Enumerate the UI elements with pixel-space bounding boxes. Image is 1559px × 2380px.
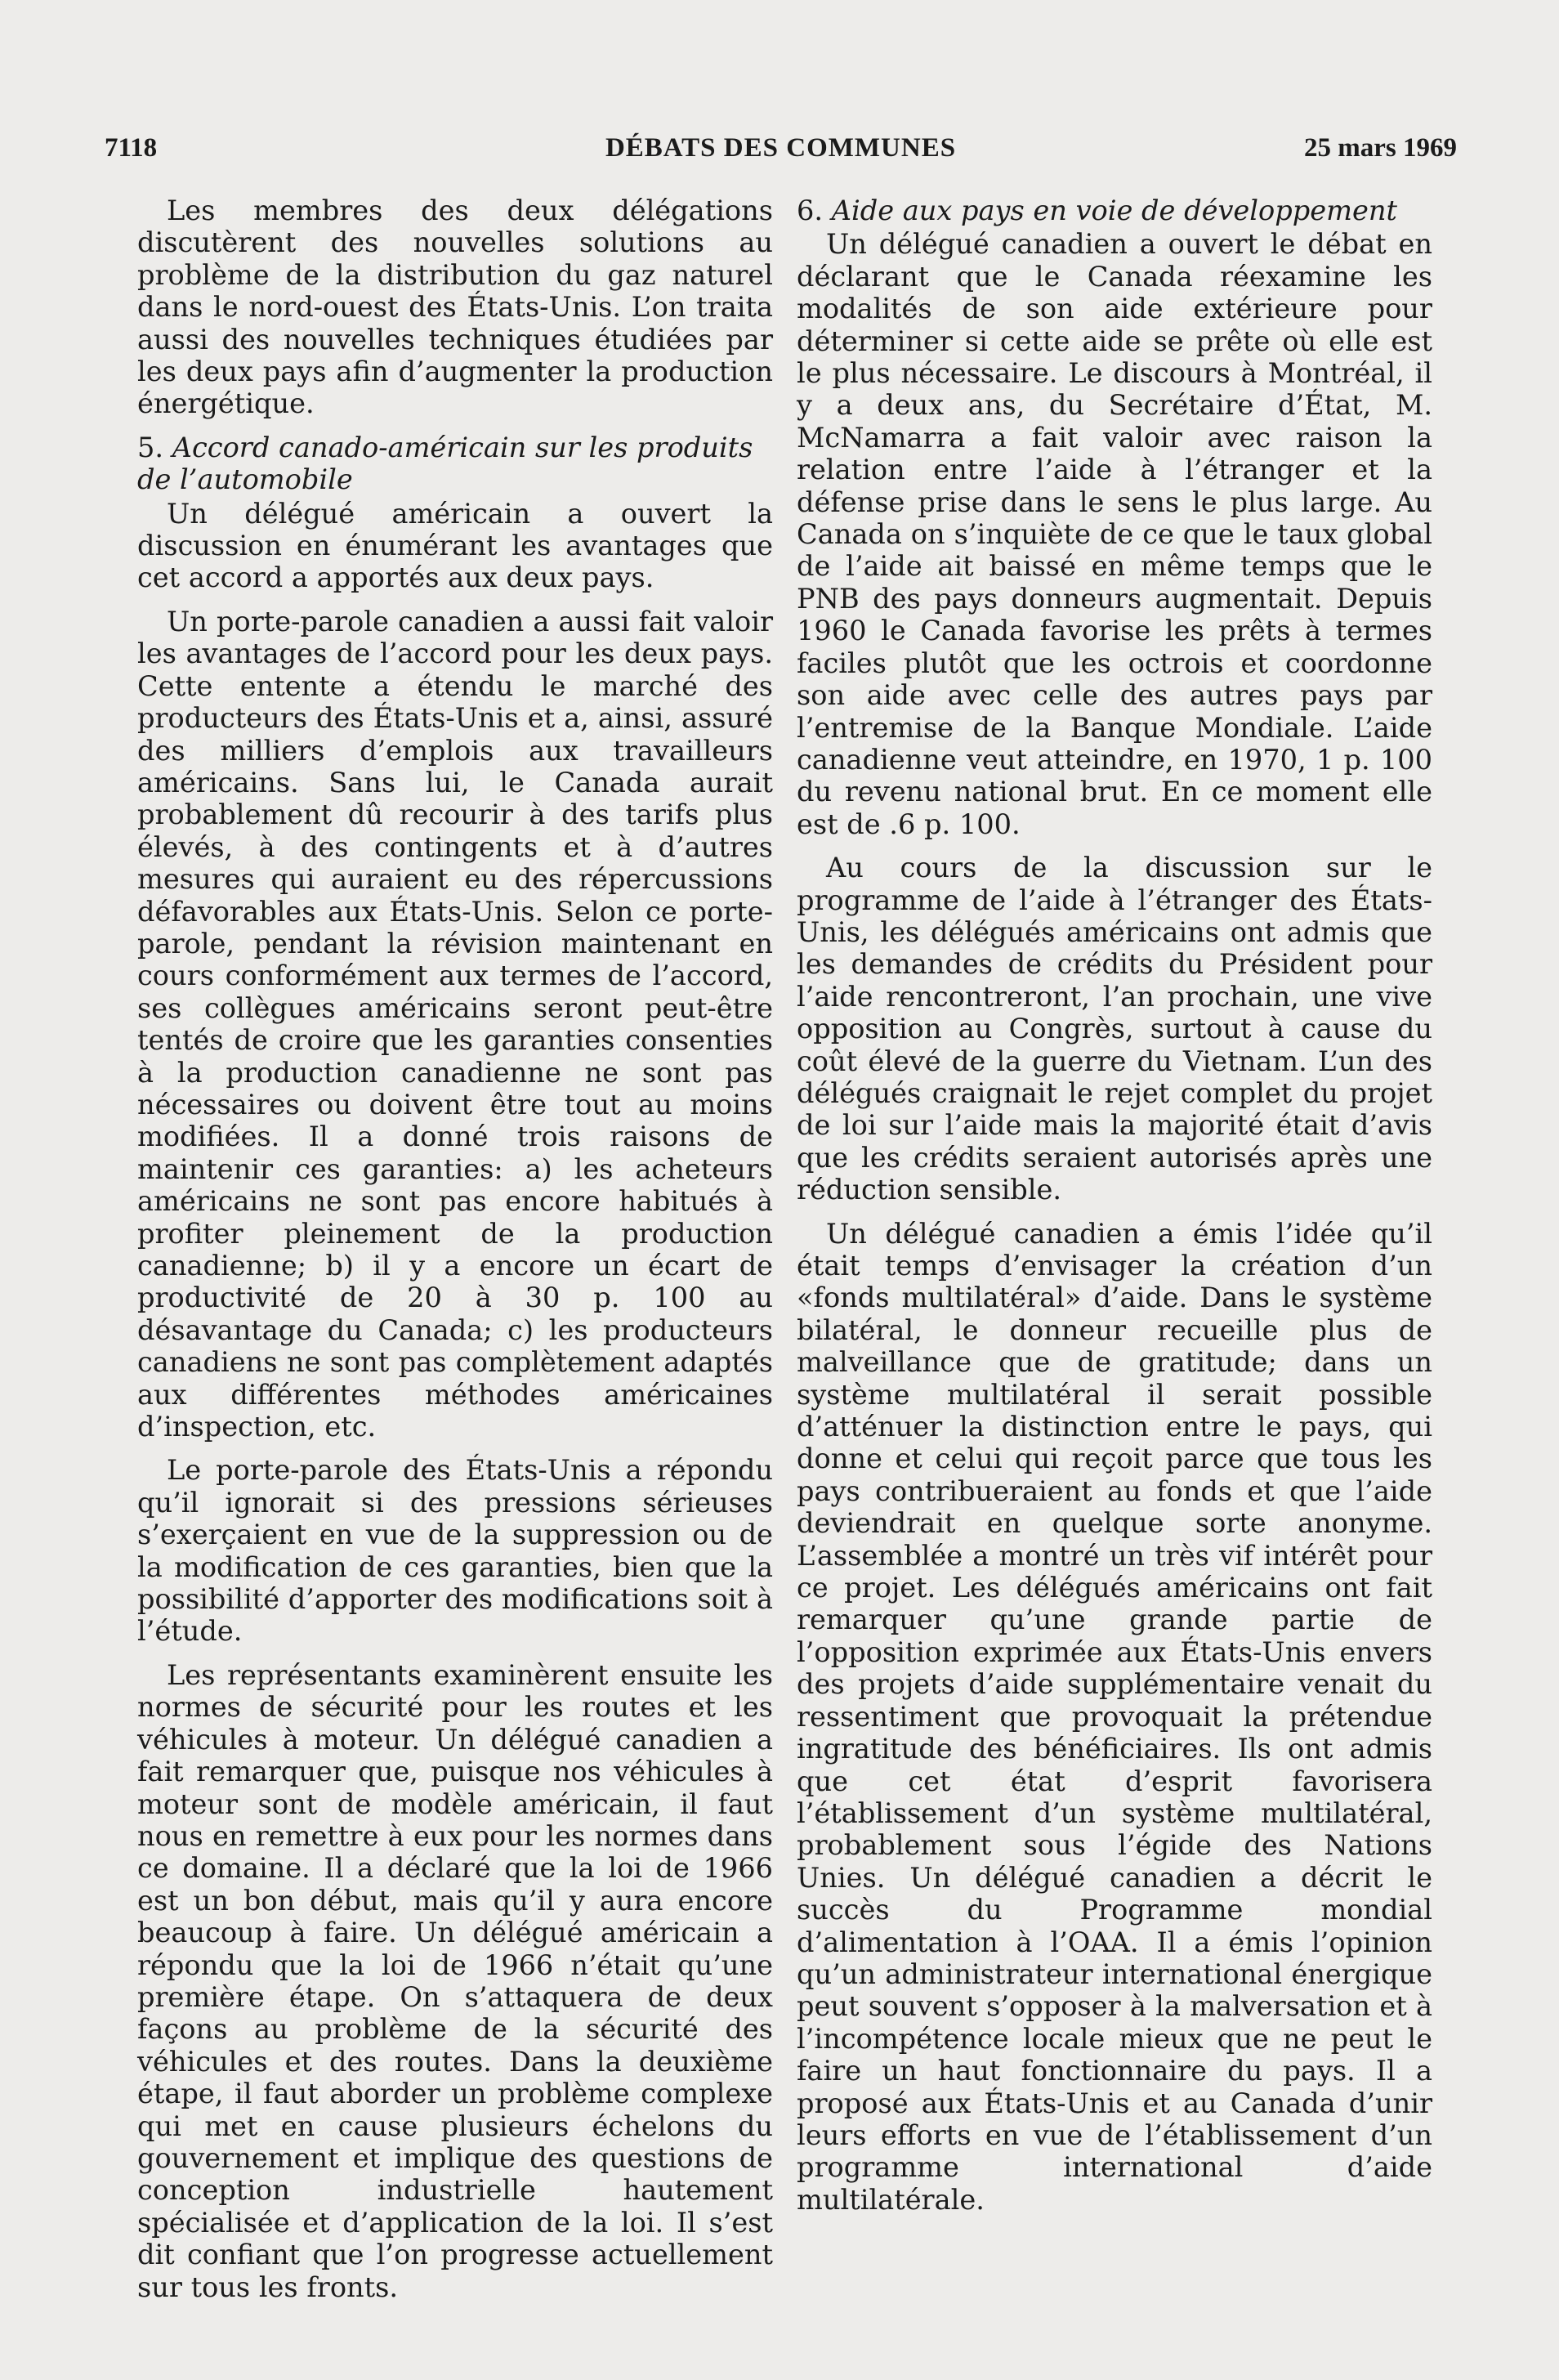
section-title: Aide aux pays en voie de développement [831, 195, 1397, 226]
issue-date: 25 mars 1969 [1304, 133, 1457, 163]
paragraph: Au cours de la discussion sur le programme de l’aide à l’étranger des États-Unis, les délégués américains ont admis que les demandes de crédits du Président pour l’aide rencontreront, l’an prochain, une vive opposition au Congrès, surtout à cause du coût élevé de la guerre du Vietnam. L’un des délégués craignait le rejet complet du projet de loi sur l’aide mais la majorité était d’avis que les crédits seraient autorisés après une réduction sensible. [797, 852, 1432, 1206]
paragraph: Un délégué canadien a ouvert le débat en déclarant que le Canada réexamine les modalités de son aide extérieure pour déterminer si cette aide se prête où elle est le plus nécessaire. Le discours à Montréal, il y a deux ans, du Secrétaire d’État, M. McNamarra a fait valoir avec raison la relation entre l’aide à l’étranger et la défense prise dans le sens le plus large. Au Canada on s’inquiète de ce que le taux global de l’aide ait baissé en même temps que le PNB des pays donneurs augmentait. Depuis 1960 le Canada favorise les prêts à termes faciles plutôt que les octrois et coordonne son aide avec celle des autres pays par l’entremise de la Banque Mondiale. L’aide canadienne veut atteindre, en 1970, 1 p. 100 du revenu national brut. En ce moment elle est de .6 p. 100. [797, 228, 1432, 840]
section-number: 6. [797, 195, 824, 226]
section-number: 5. [137, 431, 164, 463]
page-header [105, 133, 1457, 171]
publication-title: DÉBATS DES COMMUNES [605, 133, 957, 163]
paragraph: Un délégué américain a ouvert la discussion en énumérant les avantages que cet accord a apportés aux deux pays. [137, 497, 773, 594]
section-heading [137, 432, 773, 496]
paragraph: Les membres des deux délégations discutèrent des nouvelles solutions au problème de la distribution du gaz naturel dans le nord-ouest des États-Unis. L’on traita aussi des nouvelles techniques étudiées par les deux pays afin d’augmenter la production énergétique. [137, 195, 773, 420]
section-title: Accord canado-américain sur les produits de l’automobile [137, 431, 753, 496]
right-column [797, 195, 1432, 2227]
paragraph: Les représentants examinèrent ensuite les normes de sécurité pour les routes et les véhicules à moteur. Un délégué canadien a fait remarquer que, puisque nos véhicules à moteur sont de modèle américain, il faut nous en remettre à eux pour les normes dans ce domaine. Il a déclaré que la loi de 1966 est un bon début, mais qu’il y aura encore beaucoup à faire. Un délégué américain a répondu que la loi de 1966 n’était qu’une première étape. On s’attaquera de deux façons au problème de la sécurité des véhicules et des routes. Dans la deuxième étape, il faut aborder un problème complexe qui met en cause plusieurs échelons du gouvernement et implique des questions de conception industrielle hautement spécialisée et d’application de la loi. Il s’est dit confiant que l’on progresse actuellement sur tous les fronts. [137, 1658, 773, 2303]
left-column [137, 195, 773, 2315]
paragraph: Un porte-parole canadien a aussi fait valoir les avantages de l’accord pour les deux pays. Cette entente a étendu le marché des producteurs des États-Unis et a, ainsi, assuré des milliers d’emplois aux travailleurs américains. Sans lui, le Canada aurait probablement dû recourir à des tarifs plus élevés, à des contingents et à d’autres mesures qui auraient eu des répercussions défavorables aux États-Unis. Selon ce porte-parole, pendant la révision maintenant en cours conformément aux termes de l’accord, ses collègues américains seront peut-être tentés de croire que les garanties consenties à la production canadienne ne sont pas nécessaires ou doivent être tout au moins modifiées. Il a donné trois raisons de maintenir ces garanties: a) les acheteurs américains ne sont pas encore habitués à profiter pleinement de la production canadienne; b) il y a encore un écart de productivité de 20 à 30 p. 100 au désavantage du Canada; c) les producteurs canadiens ne sont pas complètement adaptés aux différentes méthodes américaines d’inspection, etc. [137, 605, 773, 1443]
page-number: 7118 [105, 133, 158, 163]
section-heading [797, 195, 1432, 226]
paragraph: Le porte-parole des États-Unis a répondu qu’il ignorait si des pressions sérieuses s’exerçaient en vue de la suppression ou de la modification de ces garanties, bien que la possibilité d’apporter des modifications soit à l’étude. [137, 1454, 773, 1648]
paragraph: Un délégué canadien a émis l’idée qu’il était temps d’envisager la création d’un «fonds multilatéral» d’aide. Dans le système bilatéral, le donneur recueille plus de malveillance que de gratitude; dans un système multilatéral il serait possible d’atténuer la distinction entre le pays, qui donne et celui qui reçoit parce que tous les pays contribueraient au fonds et que l’aide deviendrait en quelque sorte anonyme. L’assemblée a montré un très vif intérêt pour ce projet. Les délégués américains ont fait remarquer qu’une grande partie de l’opposition exprimée aux États-Unis envers des projets d’aide supplémentaire venait du ressentiment que provoquait la prétendue ingratitude des bénéficiaires. Ils ont admis que cet état d’esprit favorisera l’établissement d’un système multilatéral, probablement sous l’égide des Nations Unies. Un délégué canadien a décrit le succès du Programme mondial d’alimentation à l’OAA. Il a émis l’opinion qu’un administrateur international énergique peut souvent s’opposer à la malversation et à l’incompétence locale mieux que ne peut le faire un haut fonctionnaire du pays. Il a proposé aux États-Unis et au Canada d’unir leurs efforts en vue de l’établissement d’un programme international d’aide multilatérale. [797, 1217, 1432, 2216]
